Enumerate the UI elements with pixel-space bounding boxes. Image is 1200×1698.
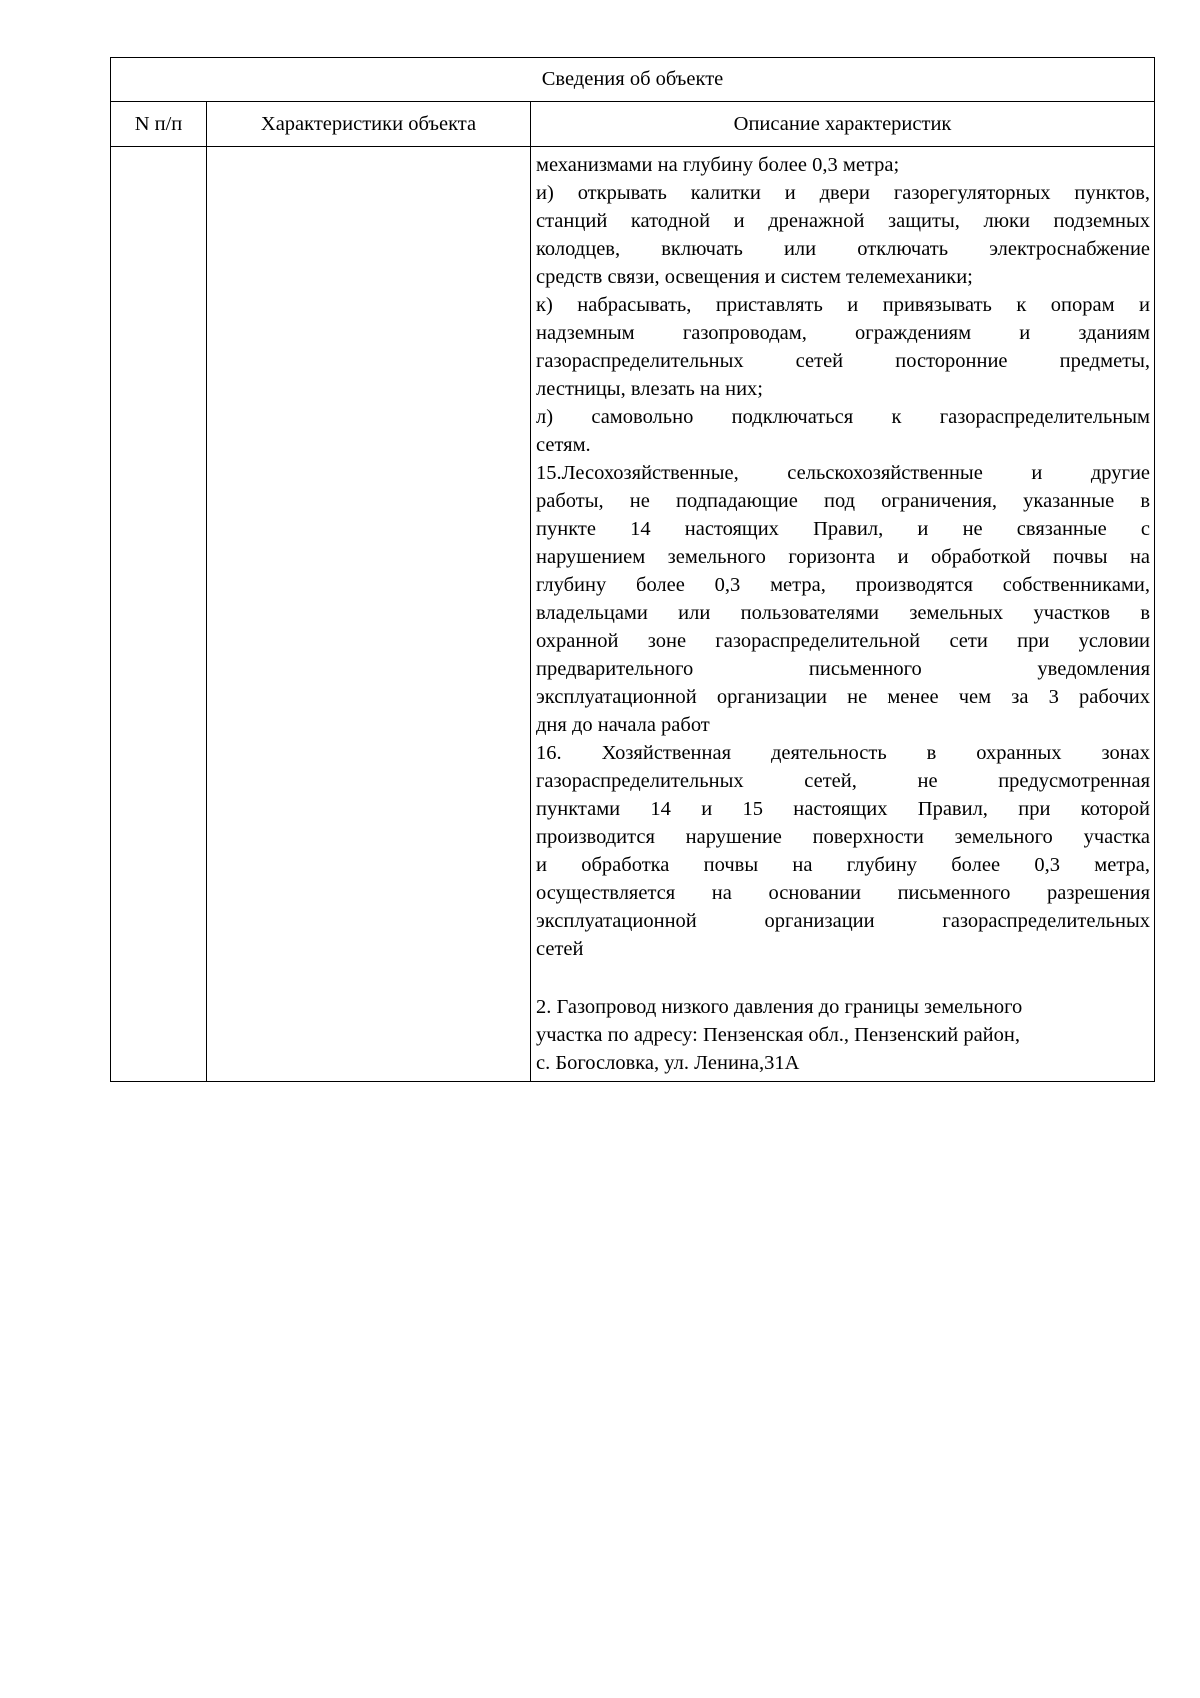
address-line: 2. Газопровод низкого давления до границы земельного	[536, 996, 1023, 1018]
description-line: лестницы, влезать на них;	[536, 378, 764, 400]
address-line: с. Богословка, ул. Ленина,31А	[536, 1052, 800, 1074]
description-line: газораспределительных сетей посторонние предметы,	[536, 350, 1151, 372]
description-line: и обработка почвы на глубину более 0,3 метра,	[536, 854, 1151, 876]
description-line: и) открывать калитки и двери газорегуляторных пунктов,	[536, 182, 1151, 204]
row-number-cell	[111, 147, 207, 1082]
header-number: N п/п	[111, 102, 207, 147]
description-line: газораспределительных сетей, не предусмотренная	[536, 770, 1151, 792]
description-line: сетям.	[536, 434, 591, 456]
description-line: владельцами или пользователями земельных участков в	[536, 602, 1151, 624]
description-line: осуществляется на основании письменного разрешения	[536, 882, 1151, 904]
table-row	[111, 147, 1155, 1082]
description-line: л) самовольно подключаться к газораспределительным	[536, 406, 1151, 428]
description-line: к) набрасывать, приставлять и привязывать к опорам и	[536, 294, 1151, 316]
description-line: средств связи, освещения и систем телемеханики;	[536, 266, 973, 288]
description-line: колодцев, включать или отключать электроснабжение	[536, 238, 1151, 260]
address-line: участка по адресу: Пензенская обл., Пензенский район,	[536, 1024, 1021, 1046]
description-line: охранной зоне газораспределительной сети при условии	[536, 630, 1151, 652]
header-description: Описание характеристик	[531, 102, 1155, 147]
description-line: эксплуатационной организации не менее чем за 3 рабочих	[536, 686, 1151, 708]
object-info-table	[110, 57, 1155, 1082]
description-line: 16. Хозяйственная деятельность в охранных зонах	[536, 742, 1151, 764]
description-line: станций катодной и дренажной защиты, люки подземных	[536, 210, 1151, 232]
header-characteristics: Характеристики объекта	[207, 102, 531, 147]
description-line: глубину более 0,3 метра, производятся собственниками,	[536, 574, 1151, 596]
description-line: механизмами на глубину более 0,3 метра;	[536, 154, 900, 176]
row-characteristics-cell	[207, 147, 531, 1082]
description-line: пунктами 14 и 15 настоящих Правил, при которой	[536, 798, 1151, 820]
description-line: пункте 14 настоящих Правил, и не связанные с	[536, 518, 1151, 540]
description-line: работы, не подпадающие под ограничения, указанные в	[536, 490, 1151, 512]
description-line: нарушением земельного горизонта и обработкой почвы на	[536, 546, 1151, 568]
description-text	[536, 151, 1150, 963]
description-line: предварительного письменного уведомления	[536, 658, 1151, 680]
description-line: производится нарушение поверхности земельного участка	[536, 826, 1151, 848]
description-line: эксплуатационной организации газораспределительных	[536, 910, 1151, 932]
description-line: дня до начала работ	[536, 714, 710, 736]
object-address	[536, 993, 1150, 1077]
table-title: Сведения об объекте	[111, 58, 1155, 102]
description-line: сетей	[536, 938, 584, 960]
row-description-cell	[531, 147, 1155, 1082]
description-line: надземным газопроводам, ограждениям и зданиям	[536, 322, 1151, 344]
description-line: 15.Лесохозяйственные, сельскохозяйственные и другие	[536, 462, 1151, 484]
